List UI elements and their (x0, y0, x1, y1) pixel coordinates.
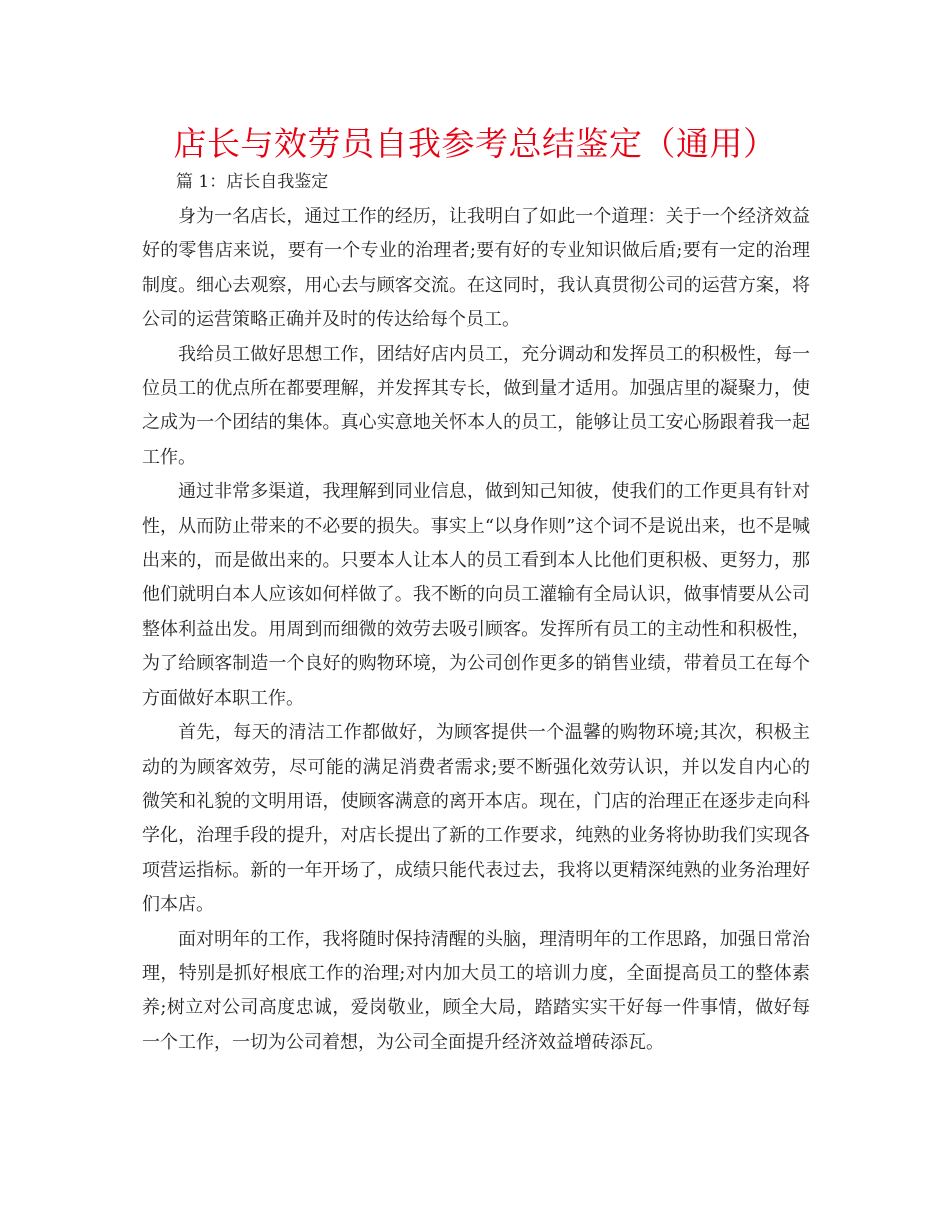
paragraph: 首先，每天的清洁工作都做好，为顾客提供一个温馨的购物环境;其次，积极主动的为顾客效劳，尽可能的满足消费者需求;要不断强化效劳认识，并以发自内心的微笑和礼貌的文明用语，使顾客满意的离开本店。现在，门店的治理正在逐步走向科学化，治理手段的提升，对店长提出了新的工作要求，纯熟的业务将协助我们实现各项营运指标。新的一年开场了，成绩只能代表过去，我将以更精深纯熟的业务治理好们本店。 (142, 722, 810, 916)
paragraph: 面对明年的工作，我将随时保持清醒的头脑，理清明年的工作思路，加强日常治理，特别是抓好根底工作的治理;对内加大员工的培训力度，全面提高员工的整体素养;树立对公司高度忠诚，爱岗敬业，顾全大局，踏踏实实干好每一件事情，做好每一个工作，一切为公司着想，为公司全面提升经济效益增砖添瓦。 (142, 928, 810, 1053)
paragraph: 身为一名店长，通过工作的经历，让我明白了如此一个道理：关于一个经济效益好的零售店来说，要有一个专业的治理者;要有好的专业知识做后盾;要有一定的治理制度。细心去观察，用心去与顾客交流。在这同时，我认真贯彻公司的运营方案，将公司的运营策略正确并及时的传达给每个员工。 (142, 206, 810, 331)
paragraph: 我给员工做好思想工作，团结好店内员工，充分调动和发挥员工的积极性，每一位员工的优点所在都要理解，并发挥其专长，做到量才适用。加强店里的凝聚力，使之成为一个团结的集体。真心实意地关怀本人的员工，能够让员工安心肠跟着我一起工作。 (142, 343, 810, 468)
paragraph: 通过非常多渠道，我理解到同业信息，做到知己知彼，使我们的工作更具有针对性，从而防止带来的不必要的损失。事实上“以身作则”这个词不是说出来，也不是喊出来的，而是做出来的。只要本人让本人的员工看到本人比他们更积极、更努力，那他们就明白本人应该如何样做了。我不断的向员工灌输有全局认识，做事情要从公司整体利益出发。用周到而细微的效劳去吸引顾客。发挥所有员工的主动性和积极性，为了给顾客制造一个良好的购物环境，为公司创作更多的销售业绩，带着员工在每个方面做好本职工作。 (142, 481, 810, 709)
document-title: 店长与效劳员自我参考总结鉴定（通用） (173, 124, 777, 163)
document-body (142, 200, 810, 1060)
section-heading: 篇 1：店长自我鉴定 (176, 172, 329, 192)
